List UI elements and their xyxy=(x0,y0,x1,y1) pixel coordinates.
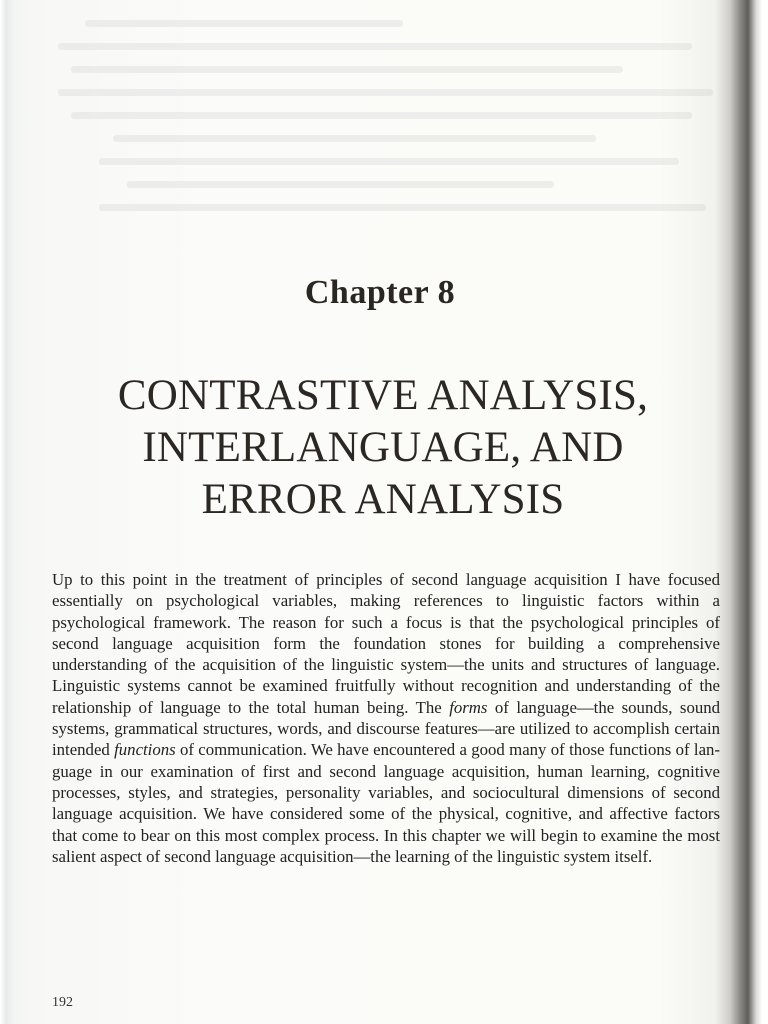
body-text-segment: Up to this point in the treatment of principles of second language acquisition I have focused essentially on psychological variables, making references to linguistic factors within a psychological framework. The reason for such a focus is that the psychological principles of second language acquisition form the foundation stones for building a comprehensive understanding of the acquisition of the linguistic system—the units and structures of language. Linguistic systems cannot be examined fruitfully without recognition and understanding of the relationship of language to the total human being. The xyxy=(52,570,720,717)
chapter-title-line: INTERLANGUAGE, AND xyxy=(142,424,624,471)
show-through-text xyxy=(30,20,720,250)
chapter-label: Chapter 8 xyxy=(304,274,456,311)
page-left-edge xyxy=(0,0,14,1024)
body-text-segment: of communication. We have encountered a good many of those functions of language in our examination of first and second language acquisition, human learning, cognitive processes, styles, and strategies, personality variables, and sociocultural dimensions of second language acquisition. We have considered some of the physical, cognitive, and affective factors that come to bear on this most complex process. In this chapter we will begin to examine the most salient aspect of second language acquisition—the learning of the linguistic system itself. xyxy=(52,740,720,866)
body-text-segment: of language—the sounds, sound systems, grammatical structures, words, and discourse features—are utilized to accomplish certain intended xyxy=(52,697,721,760)
body-paragraph xyxy=(52,569,720,867)
page-number: 192 xyxy=(52,995,73,1010)
body-emphasis-functions: functions xyxy=(114,740,176,760)
chapter-title-line: ERROR ANALYSIS xyxy=(201,476,565,523)
chapter-title xyxy=(30,370,736,526)
body-emphasis-forms: forms xyxy=(449,697,488,717)
chapter-title-line: CONTRASTIVE ANALYSIS, xyxy=(117,372,649,419)
